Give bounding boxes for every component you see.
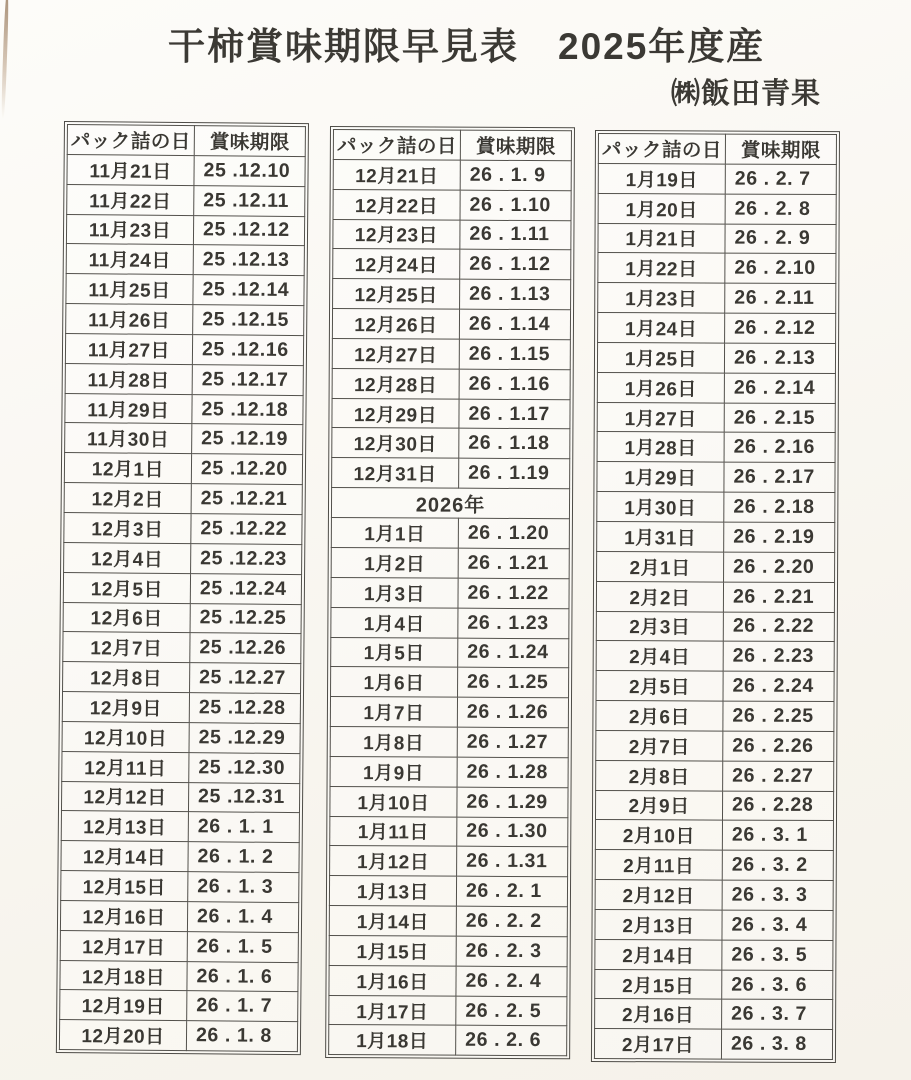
table-row [333,189,571,220]
expiry-cell: 26 . 2. 7 [725,164,836,194]
pack-date-cell: 11月29日 [65,393,192,424]
pack-date-column-header: パック詰の日 [67,125,194,156]
table-row [598,163,836,194]
pack-date-cell: 2月8日 [596,760,723,790]
pack-date-cell: 12月11日 [62,751,189,782]
pack-date-cell: 12月24日 [333,249,460,280]
expiry-cell: 26 . 2. 8 [725,194,836,224]
pack-date-cell: 12月17日 [60,930,187,961]
pack-date-cell: 12月1日 [64,453,191,484]
expiry-cell: 26 . 1.10 [460,190,571,220]
pack-date-cell: 12月29日 [332,398,459,429]
pack-date-cell: 11月26日 [66,304,193,335]
expiry-cell: 26 . 1.23 [458,608,569,638]
pack-date-cell: 1月6日 [331,667,458,698]
pack-date-cell: 1月26日 [597,372,724,402]
table-row [597,551,835,582]
pack-date-cell: 1月10日 [330,786,457,817]
pack-date-cell: 12月31日 [332,458,459,489]
table-row [67,184,305,216]
expiry-cell: 26 . 2.22 [723,612,834,642]
table-row [61,871,299,903]
table-row [595,790,833,821]
table-row [595,909,833,940]
expiry-cell: 26 . 3. 4 [722,910,833,940]
table-row [333,279,571,310]
pack-date-cell: 12月4日 [64,542,191,573]
expiry-cell: 26 . 3. 3 [722,880,833,910]
pack-date-cell: 1月22日 [598,253,725,283]
table-left [59,124,306,1052]
pack-date-cell: 12月22日 [333,189,460,220]
expiry-cell: 26 . 1.14 [459,309,570,339]
pack-date-cell: 11月22日 [67,184,194,215]
expiry-cell: 26 . 1.20 [458,518,569,548]
table-row [60,960,298,992]
table-row [598,223,836,254]
pack-date-cell: 1月17日 [329,995,456,1026]
expiry-cell: 26 . 2. 1 [456,876,567,906]
pack-date-cell: 1月23日 [598,283,725,313]
table-row [330,727,568,758]
table-header-row [67,125,305,157]
pack-date-cell: 12月18日 [60,960,187,991]
expiry-cell: 26 . 2.28 [722,791,833,821]
expiry-cell: 25 .12.14 [193,275,304,306]
pack-date-cell: 2月15日 [595,969,722,999]
pack-date-cell: 1月5日 [331,637,458,668]
expiry-cell: 26 . 2. 5 [456,996,567,1026]
table-row [64,542,302,574]
scan-edge-artifact [1,0,9,119]
pack-date-cell: 1月2日 [331,547,458,578]
year-divider-cell: 2026年 [331,488,569,519]
pack-date-cell: 2月14日 [595,939,722,969]
pack-date-cell: 1月25日 [597,342,724,372]
pack-date-cell: 2月17日 [594,1029,721,1059]
expiry-cell: 25 .12.27 [190,663,301,694]
pack-date-cell: 12月9日 [62,692,189,723]
table-row [62,692,300,724]
pack-date-cell: 12月26日 [332,309,459,340]
table-row [332,458,570,489]
pack-date-cell: 12月27日 [332,338,459,369]
expiry-cell: 25 .12.16 [192,335,303,366]
table-row [329,935,567,966]
pack-date-cell: 2月12日 [595,880,722,910]
expiry-cell: 26 . 1.25 [458,668,569,698]
table-row [60,990,298,1022]
expiry-column-header: 賞味期限 [194,126,305,157]
expiry-cell: 26 . 2.23 [723,641,834,671]
table-row [66,304,304,336]
pack-date-cell: 1月31日 [597,521,724,551]
pack-date-cell: 2月1日 [597,551,724,581]
table-row [329,906,567,937]
table-row [330,846,568,877]
expiry-cell: 26 . 2. 9 [725,224,836,254]
table-row [598,313,836,344]
expiry-cell: 26 . 2.16 [724,433,835,463]
expiry-table-middle [325,126,575,1060]
table-row [67,154,305,186]
pack-date-cell: 2月5日 [596,671,723,701]
table-row [330,756,568,787]
table-row [595,939,833,970]
table-row [597,462,835,493]
pack-date-cell: 2月11日 [595,850,722,880]
table-row [332,398,570,429]
table-row [63,572,301,604]
expiry-table-right [591,130,840,1063]
pack-date-cell: 1月13日 [329,876,456,907]
expiry-cell: 26 . 2.18 [724,492,835,522]
pack-date-cell: 1月18日 [329,1025,456,1056]
expiry-cell: 26 . 1.16 [459,369,570,399]
pack-date-cell: 1月16日 [329,965,456,996]
table-row [60,930,298,962]
table-row [596,671,834,702]
table-middle [328,129,572,1057]
expiry-cell: 26 . 1. 7 [187,991,298,1022]
expiry-cell: 26 . 1.27 [457,727,568,757]
pack-date-cell: 12月15日 [61,871,188,902]
table-row [595,850,833,881]
expiry-cell: 25 .12.29 [189,722,300,753]
table-row [65,423,303,455]
pack-date-cell: 12月10日 [62,721,189,752]
expiry-cell: 25 .12.24 [190,573,301,604]
expiry-cell: 26 . 2.15 [724,403,835,433]
table-row [63,632,301,664]
pack-date-cell: 12月8日 [63,662,190,693]
pack-date-cell: 12月28日 [332,368,459,399]
table-row [596,760,834,791]
table-row [65,333,303,365]
table-row [64,512,302,544]
table-row [594,1029,832,1060]
pack-date-cell: 12月5日 [63,572,190,603]
table-right [594,133,837,1060]
expiry-cell: 26 . 1. 2 [188,842,299,873]
table-row [597,521,835,552]
table-row [64,483,302,515]
expiry-cell: 26 . 1. 3 [188,872,299,903]
expiry-cell: 26 . 2.24 [723,671,834,701]
pack-date-cell: 11月27日 [65,333,192,364]
expiry-cell: 26 . 1.24 [458,638,569,668]
table-row [595,820,833,851]
pack-date-cell: 1月21日 [598,223,725,253]
pack-date-cell: 2月7日 [596,730,723,760]
page-title: 干柿賞味期限早見表 2025年度産 [168,26,766,67]
expiry-cell: 26 . 1.28 [457,757,568,787]
pack-date-cell: 1月20日 [598,193,725,223]
pack-date-cell: 11月24日 [66,244,193,275]
expiry-cell: 26 . 2.17 [724,462,835,492]
table-row [61,781,299,813]
pack-date-cell: 1月27日 [597,402,724,432]
expiry-cell: 26 . 1.31 [457,847,568,877]
table-row [598,283,836,314]
expiry-cell: 26 . 1.12 [460,250,571,280]
table-row [595,969,833,1000]
pack-date-cell: 12月14日 [61,841,188,872]
table-row [329,876,567,907]
pack-date-cell: 1月1日 [331,518,458,549]
pack-date-cell: 2月9日 [595,790,722,820]
pack-date-cell: 12月25日 [333,279,460,310]
table-header-row [333,130,571,161]
expiry-cell: 26 . 1.15 [459,339,570,369]
expiry-cell: 25 .12.21 [191,484,302,515]
expiry-cell: 26 . 2. 2 [456,906,567,936]
expiry-cell: 25 .12.22 [191,514,302,545]
table-row [62,721,300,753]
year-divider-row [331,488,569,519]
pack-date-cell: 11月21日 [67,154,194,185]
pack-date-cell: 11月23日 [66,214,193,245]
expiry-cell: 25 .12.10 [194,155,305,186]
pack-date-cell: 1月3日 [331,577,458,608]
expiry-cell: 26 . 1.17 [459,399,570,429]
pack-date-cell: 1月9日 [330,756,457,787]
table-row [63,602,301,634]
table-row [597,342,835,373]
table-row [60,900,298,932]
pack-date-cell: 1月24日 [598,313,725,343]
expiry-cell: 26 . 1.18 [459,429,570,459]
table-row [329,1025,567,1056]
expiry-cell: 26 . 2.14 [724,373,835,403]
table-row [597,492,835,523]
table-row [332,309,570,340]
pack-date-cell: 12月7日 [63,632,190,663]
table-row [66,214,304,246]
table-row [330,816,568,847]
table-row [331,637,569,668]
expiry-cell: 26 . 2.27 [723,761,834,791]
expiry-cell: 26 . 3. 6 [722,970,833,1000]
table-row [61,841,299,873]
table-row [62,751,300,783]
table-row [331,518,569,549]
table-row [330,697,568,728]
table-row [332,428,570,459]
pack-date-cell: 1月19日 [598,163,725,193]
table-row [597,372,835,403]
pack-date-column-header: パック詰の日 [598,134,725,164]
table-row [332,368,570,399]
table-row [66,274,304,306]
pack-date-cell: 12月20日 [59,1020,186,1051]
table-header-row [598,134,836,165]
expiry-cell: 25 .12.25 [190,603,301,634]
pack-date-cell: 1月29日 [597,462,724,492]
pack-date-cell: 2月3日 [596,611,723,641]
pack-date-cell: 2月16日 [595,999,722,1029]
expiry-cell: 26 . 3. 7 [722,1000,833,1030]
pack-date-cell: 1月11日 [330,816,457,847]
expiry-cell: 25 .12.15 [193,305,304,336]
expiry-cell: 26 . 2. 4 [456,966,567,996]
expiry-cell: 26 . 1.30 [457,817,568,847]
expiry-cell: 26 . 3. 1 [722,820,833,850]
expiry-table-left [56,121,309,1055]
expiry-cell: 26 . 2.26 [723,731,834,761]
pack-date-cell: 1月7日 [330,697,457,728]
expiry-cell: 26 . 2. 6 [456,1026,567,1056]
table-row [595,880,833,911]
table-row [595,999,833,1030]
expiry-cell: 25 .12.12 [193,215,304,246]
expiry-cell: 26 . 2.10 [725,253,836,283]
expiry-cell: 26 . 1. 9 [460,160,571,190]
expiry-cell: 25 .12.28 [189,693,300,724]
table-row [596,611,834,642]
expiry-cell: 25 .12.19 [192,424,303,455]
pack-date-cell: 2月4日 [596,641,723,671]
table-row [329,965,567,996]
expiry-cell: 25 .12.26 [190,633,301,664]
table-row [596,641,834,672]
table-row [64,453,302,485]
company-name: ㈱飯田青果 [671,78,822,110]
pack-date-column-header: パック詰の日 [333,130,460,161]
expiry-cell: 26 . 2.25 [723,701,834,731]
expiry-cell: 26 . 1.26 [457,697,568,727]
expiry-cell: 26 . 1. 4 [187,902,298,933]
expiry-cell: 26 . 1. 8 [186,1021,297,1052]
expiry-cell: 25 .12.11 [194,185,305,216]
expiry-cell: 26 . 2.12 [725,313,836,343]
table-row [65,363,303,395]
pack-date-cell: 1月14日 [329,906,456,937]
table-row [331,607,569,638]
table-row [63,662,301,694]
table-row [65,393,303,425]
expiry-cell: 26 . 2.21 [723,582,834,612]
pack-date-cell: 12月16日 [60,900,187,931]
table-row [598,193,836,224]
pack-date-cell: 2月6日 [596,701,723,731]
table-row [333,219,571,250]
expiry-cell: 25 .12.31 [188,782,299,813]
expiry-cell: 25 .12.18 [192,394,303,425]
table-row [596,730,834,761]
table-row [332,338,570,369]
pack-date-cell: 12月6日 [63,602,190,633]
pack-date-cell: 12月13日 [61,811,188,842]
expiry-cell: 26 . 1. 6 [187,961,298,992]
pack-date-cell: 11月25日 [66,274,193,305]
table-row [61,811,299,843]
expiry-cell: 26 . 2.19 [724,522,835,552]
table-row [597,402,835,433]
expiry-cell: 25 .12.23 [191,543,302,574]
pack-date-cell: 2月13日 [595,909,722,939]
table-row [596,581,834,612]
expiry-cell: 26 . 1.11 [460,220,571,250]
expiry-cell: 26 . 2.13 [724,343,835,373]
table-row [331,577,569,608]
table-row [596,701,834,732]
expiry-cell: 26 . 1. 1 [188,812,299,843]
pack-date-cell: 12月23日 [333,219,460,250]
pack-date-cell: 1月12日 [330,846,457,877]
expiry-column-header: 賞味期限 [725,134,836,164]
expiry-cell: 26 . 1.19 [459,458,570,488]
expiry-column-header: 賞味期限 [460,130,571,160]
table-row [66,244,304,276]
table-row [333,249,571,280]
table-row [329,995,567,1026]
pack-date-cell: 12月19日 [60,990,187,1021]
expiry-cell: 26 . 1.13 [460,279,571,309]
expiry-cell: 25 .12.30 [189,752,300,783]
expiry-cell: 26 . 2.20 [724,552,835,582]
pack-date-cell: 11月28日 [65,363,192,394]
table-row [59,1020,297,1052]
pack-date-cell: 11月30日 [65,423,192,454]
expiry-cell: 25 .12.20 [191,454,302,485]
pack-date-cell: 2月10日 [595,820,722,850]
table-row [597,432,835,463]
pack-date-cell: 1月30日 [597,492,724,522]
table-row [331,667,569,698]
pack-date-cell: 1月28日 [597,432,724,462]
expiry-cell: 26 . 1.22 [458,578,569,608]
pack-date-cell: 1月8日 [330,727,457,758]
expiry-cell: 26 . 2. 3 [456,936,567,966]
expiry-cell: 26 . 3. 8 [721,1029,832,1059]
pack-date-cell: 1月4日 [331,607,458,638]
pack-date-cell: 12月2日 [64,483,191,514]
table-row [331,547,569,578]
expiry-cell: 26 . 1. 5 [187,931,298,962]
pack-date-cell: 12月12日 [61,781,188,812]
expiry-cell: 26 . 1.21 [458,548,569,578]
pack-date-cell: 12月21日 [333,159,460,190]
pack-date-cell: 12月30日 [332,428,459,459]
expiry-cell: 26 . 2.11 [725,283,836,313]
expiry-cell: 25 .12.17 [192,364,303,395]
expiry-cell: 26 . 1.29 [457,787,568,817]
pack-date-cell: 12月3日 [64,512,191,543]
expiry-cell: 25 .12.13 [193,245,304,276]
expiry-cell: 26 . 3. 2 [722,850,833,880]
table-row [598,253,836,284]
pack-date-cell: 1月15日 [329,935,456,966]
pack-date-cell: 2月2日 [596,581,723,611]
table-row [330,786,568,817]
table-row [333,159,571,190]
expiry-cell: 26 . 3. 5 [722,940,833,970]
